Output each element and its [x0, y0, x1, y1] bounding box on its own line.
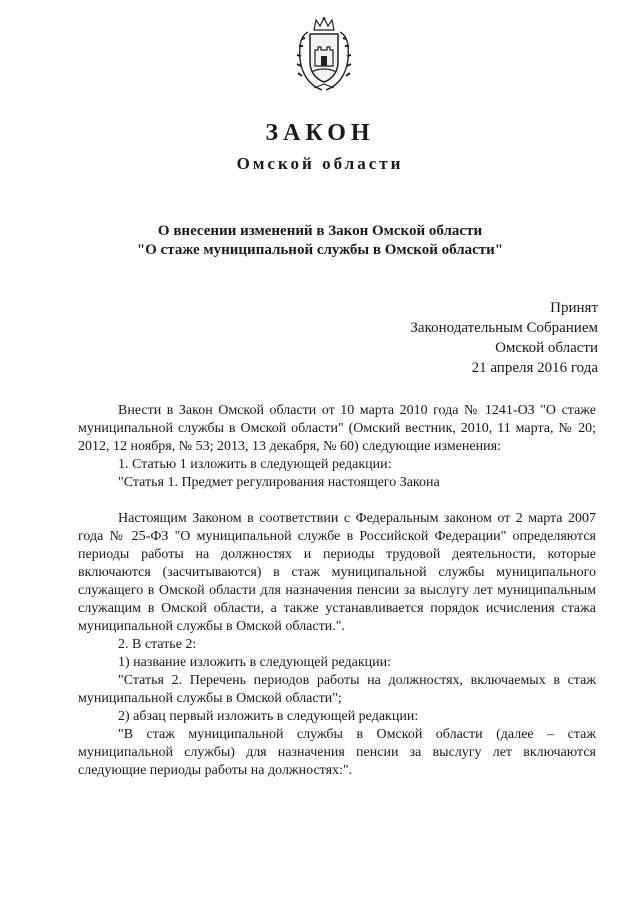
- adoption-block: [410, 298, 598, 378]
- adoption-line: Принят: [550, 300, 598, 316]
- body-paragraph: Настоящим Законом в соответствии с Федеральным законом от 2 марта 2007 года № 25-ФЗ "О муниципальной службе в Российской Федерации" определяются периоды работы на должностях и периоды трудовой деятельности, которые включаются (засчитываются) в стаж муниципальной службы муниципального служащего в Омской области для назначения пенсии за выслугу лет муниципальным служащим в Омской области, а также устанавливается порядок исчисления стажа муниципальной службы в Омской области.".: [78, 511, 596, 634]
- adoption-date: 21 апреля 2016 года: [471, 360, 598, 376]
- law-heading-line: О внесении изменений в Закон Омской области: [157, 223, 483, 239]
- law-heading-line: "О стаже муниципальной службы в Омской области": [136, 242, 504, 258]
- document-title: ЗАКОН: [265, 120, 375, 146]
- body-paragraph: 2) абзац первый изложить в следующей редакции:: [118, 709, 419, 724]
- adoption-line: Омской области: [495, 340, 598, 356]
- coat-of-arms-icon: [296, 16, 352, 94]
- body-paragraph: "В стаж муниципальной службы в Омской области (далее – стаж муниципальной службы) для назначения пенсии за выслугу лет включаются следующие периоды работы на должностях:".: [78, 727, 596, 778]
- adoption-line: Законодательным Собранием: [410, 320, 598, 336]
- paragraph-spacer: [78, 492, 596, 510]
- law-heading: [60, 222, 580, 260]
- document-body: [78, 402, 596, 780]
- document-subtitle: Омской области: [236, 154, 404, 173]
- body-paragraph: 1) название изложить в следующей редакции:: [118, 655, 392, 670]
- body-paragraph: Внести в Закон Омской области от 10 марта 2010 года № 1241-ОЗ "О стаже муниципальной службы в Омской области" (Омский вестник, 2010, 11 марта, № 20; 2012, 12 ноября, № 53; 2013, 13 декабря, № 60) следующие изменения:: [78, 403, 596, 454]
- body-paragraph: "Статья 2. Перечень периодов работы на должностях, включаемых в стаж муниципальной службы в Омской области";: [78, 673, 596, 706]
- body-paragraph: 2. В статье 2:: [118, 637, 197, 652]
- body-paragraph: "Статья 1. Предмет регулирования настоящего Закона: [118, 475, 440, 490]
- body-paragraph: 1. Статью 1 изложить в следующей редакции:: [118, 457, 392, 472]
